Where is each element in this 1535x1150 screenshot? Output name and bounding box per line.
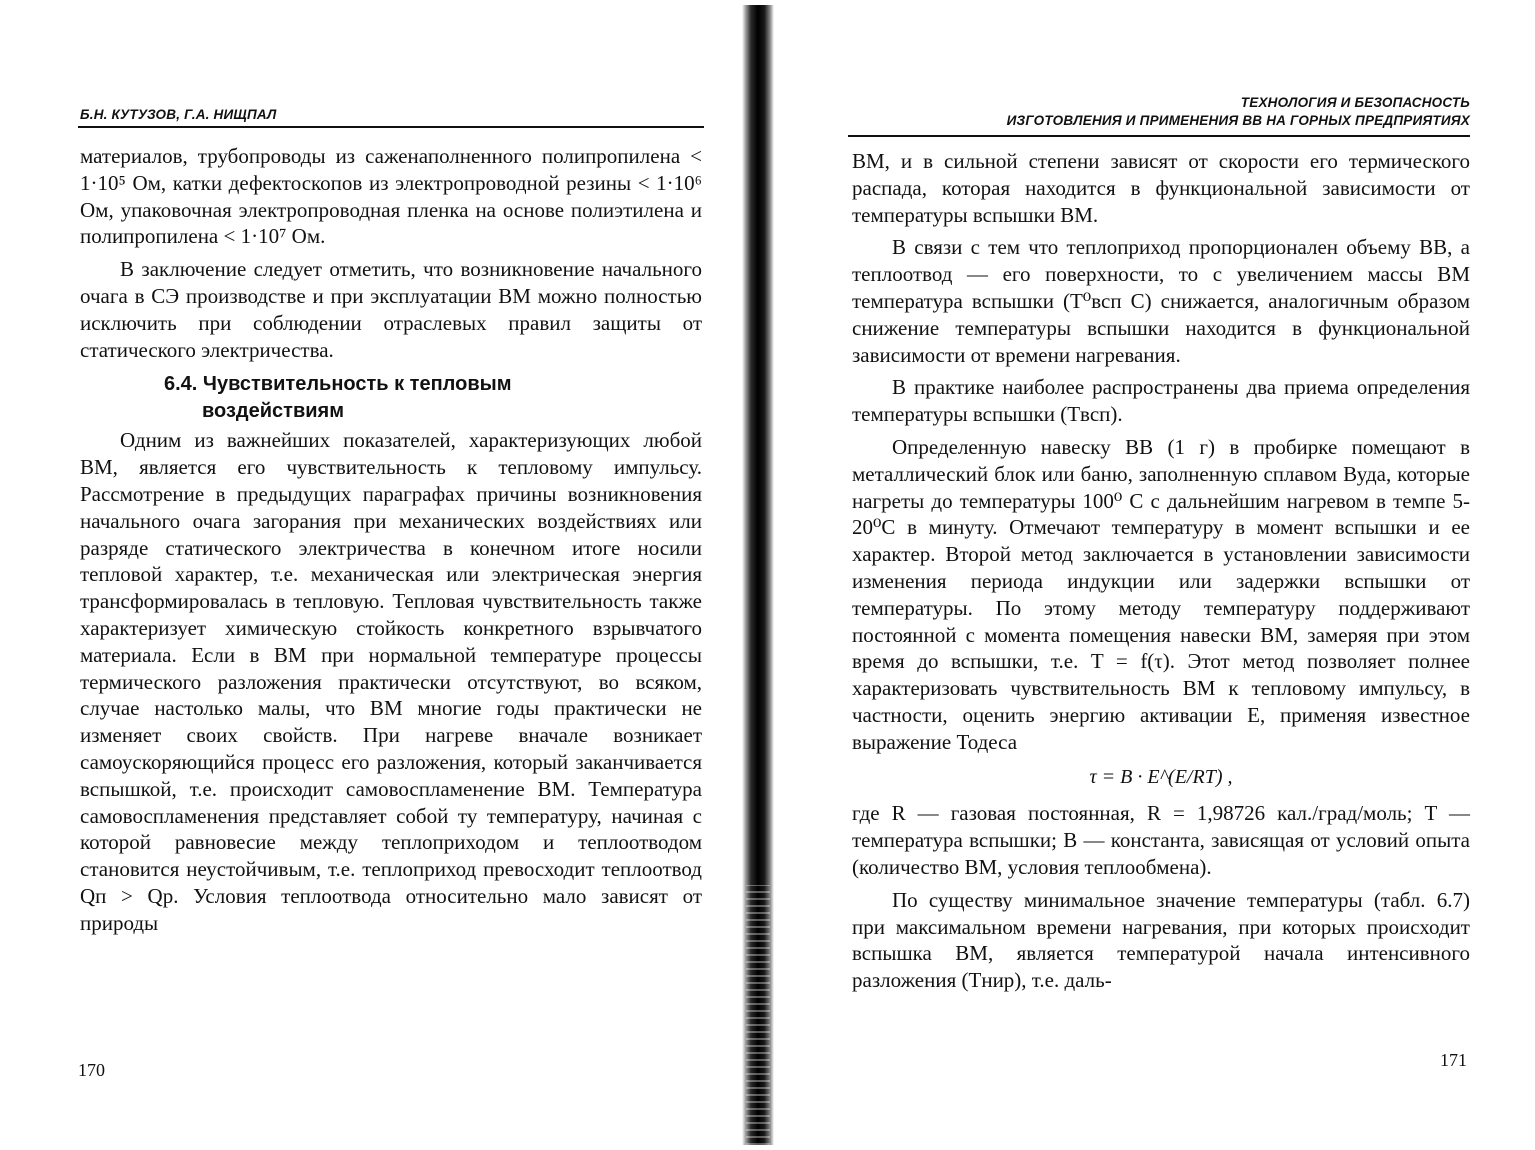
right-paragraph-3: В практике наиболее распространены два приема определения температуры вспышки (Tвсп).: [852, 375, 1470, 427]
left-body-text: [80, 143, 702, 937]
todes-formula: τ = B · E^(E/RT) ,: [1089, 765, 1233, 788]
book-spine: [742, 5, 774, 1145]
section-title: [80, 371, 702, 425]
section-title-line-2: воздействиям: [202, 400, 345, 423]
left-paragraph-2: В заключение следует отметить, что возникновение начального очага в СЭ производстве и при эксплуатации ВМ можно полностью исключить при соблюдении отраслевых правил защиты от статического электричества.: [80, 257, 702, 362]
left-running-head: Б.Н. КУТУЗОВ, Г.А. НИЩПАЛ: [80, 107, 277, 122]
right-page: [780, 0, 1535, 1150]
right-paragraph-5: где R — газовая постоянная, R = 1,98726 кал./град/моль; T — температура вспышки; B — константа, зависящая от условий опыта (количество ВМ, условия теплообмена).: [852, 801, 1470, 879]
right-running-head-line-1: ТЕХНОЛОГИЯ И БЕЗОПАСНОСТЬ: [1240, 95, 1470, 110]
left-paragraph-3: Одним из важнейших показателей, характеризующих любой ВМ, является его чувствительность к тепловому импульсу. Рассмотрение в предыдущих параграфах причины возникновения начального очага загорания при механических воздействиях или разряде статического электричества в конечном итоге носили тепловой характер, т.е. механическая или электрическая энергия трансформировалась в тепловую. Тепловая чувствительность также характеризует химическую стойкость конкретного взрывчатого материала. Если в ВМ при нормальной температуре процессы термического разложения практически отсутствуют, во всяком, случае настолько малы, что ВМ многие годы практически не изменяет своих свойств. При нагреве вначале возникает самоускоряющийся процесс его разложения, который заканчивается вспышкой, т.е. происходит самовоспламенение ВМ. Температура самовоспламенения представляет собой ту температуру, начиная с которой равновесие между теплоприходом и теплоотводом становится неустойчивым, т.е. теплоприход превосходит теплоотвод Qп > Qр. Условия теплоотвода относительно мало зависят от природы: [80, 428, 702, 935]
left-page: [0, 0, 740, 1150]
left-paragraph-1: материалов, трубопроводы из саженаполненного полипропилена < 1·10⁵ Ом, катки дефектоскопов из электропроводной резины < 1·10⁶ Ом, упаковочная электропроводная пленка на основе полиэтилена и полипропилена < 1·10⁷ Ом.: [80, 144, 702, 249]
left-page-number: 170: [78, 1060, 105, 1080]
right-page-number: 171: [1440, 1050, 1467, 1070]
right-running-head-line-2: ИЗГОТОВЛЕНИЯ И ПРИМЕНЕНИЯ ВВ НА ГОРНЫХ ПРЕДПРИЯТИЯХ: [1006, 113, 1470, 128]
left-header-rule: [78, 126, 704, 128]
right-paragraph-6: По существу минимальное значение температуры (табл. 6.7) при максимальном времени нагревания, при которых происходит вспышка ВМ, является температурой начала интенсивного разложения (Tнир), т.е. даль-: [852, 887, 1470, 993]
right-header-rule: [848, 135, 1470, 137]
right-paragraph-2: В связи с тем что теплоприход пропорционален объему ВВ, а теплоотвод — его поверхности, то с увеличением массы ВМ температура вспышки (T⁰всп С) снижается, аналогичным образом снижение температуры вспышки находится в функциональной зависимости от времени нагревания.: [852, 235, 1470, 367]
right-paragraph-1: ВМ, и в сильной степени зависят от скорости его термического распада, которая находится в функциональной зависимости от температуры вспышки ВМ.: [852, 149, 1470, 227]
right-paragraph-4: Определенную навеску ВВ (1 г) в пробирке помещают в металлический блок или баню, заполненную сплавом Вуда, которые нагреты до температуры 100⁰ С с дальнейшим нагревом в темпе 5-20⁰С в минуту. Отмечают температуру в момент вспышки и ее характер. Второй метод заключается в установлении зависимости изменения периода индукции или задержки вспышки от температуры. По этому методу температуру поддерживают постоянной с момента помещения навески ВМ, замеряя при этом время до вспышки, т.е. T = f(τ). Этот метод позволяет полнее характеризовать чувствительность ВМ к тепловому импульсу, в частности, оценить энергию активации E, применяя известное выражение Тодеса: [852, 434, 1470, 754]
right-body-text: [852, 148, 1470, 994]
section-title-line-1: 6.4. Чувствительность к тепловым: [164, 373, 512, 396]
